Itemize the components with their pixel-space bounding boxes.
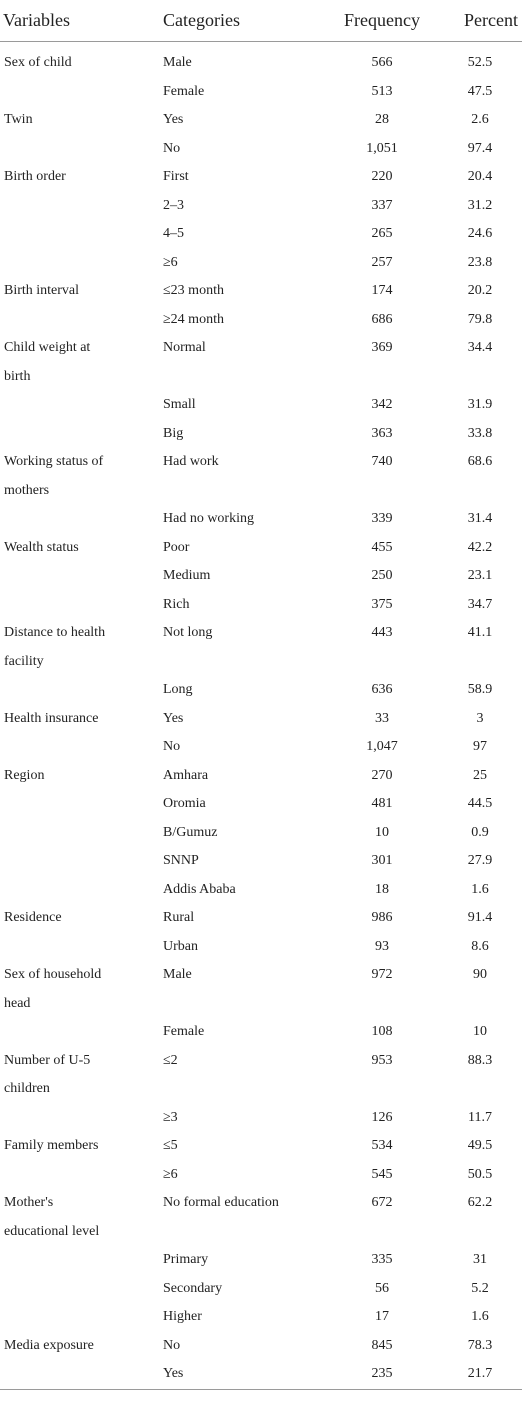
cell-percent: 97 xyxy=(473,739,487,754)
cell-frequency: 250 xyxy=(371,568,393,583)
cell-variable: Birth order xyxy=(4,169,66,184)
cell-frequency: 301 xyxy=(371,853,393,868)
cell-percent: 5.2 xyxy=(471,1280,489,1296)
table-row xyxy=(0,363,522,392)
cell-frequency: 220 xyxy=(371,169,393,184)
cell-category: Primary xyxy=(163,1252,209,1267)
table-row xyxy=(0,306,522,335)
cell-variable xyxy=(0,1161,163,1190)
cell-variable xyxy=(0,1246,163,1275)
cell-frequency: 174 xyxy=(371,283,393,298)
cell-category: ≥3 xyxy=(163,1109,178,1125)
cell-percent: 41.1 xyxy=(467,625,493,640)
header-percent: Percent xyxy=(438,0,522,42)
cell-variable: mothers xyxy=(4,482,50,498)
cell-frequency: 369 xyxy=(371,340,393,355)
cell-frequency xyxy=(326,1075,438,1104)
cell-variable: Birth interval xyxy=(4,283,80,298)
table-row xyxy=(0,1275,522,1304)
cell-category: Male xyxy=(163,967,192,982)
table-row xyxy=(0,1218,522,1247)
cell-variable: birth xyxy=(4,368,31,384)
cell-frequency: 108 xyxy=(371,1024,393,1039)
table-row xyxy=(0,106,522,135)
cell-frequency: 339 xyxy=(371,511,393,526)
cell-category: Medium xyxy=(163,568,211,583)
cell-variable: Mother's xyxy=(4,1195,54,1210)
cell-category: B/Gumuz xyxy=(163,824,218,840)
cell-frequency: 10 xyxy=(375,824,389,840)
cell-frequency xyxy=(326,1218,438,1247)
table-row xyxy=(0,1132,522,1161)
cell-percent: 91.4 xyxy=(467,910,493,925)
table-row xyxy=(0,277,522,306)
cell-percent: 23.1 xyxy=(467,568,493,583)
cell-percent xyxy=(438,477,522,506)
header-variables: Variables xyxy=(0,0,163,42)
table-header xyxy=(0,0,522,42)
table-row xyxy=(0,705,522,734)
cell-frequency: 257 xyxy=(371,254,393,270)
cell-percent xyxy=(438,990,522,1019)
table-row xyxy=(0,49,522,78)
table-row xyxy=(0,933,522,962)
table-row xyxy=(0,1161,522,1190)
cell-frequency: 126 xyxy=(371,1109,393,1125)
cell-frequency: 265 xyxy=(371,226,393,241)
cell-category: No xyxy=(163,1337,181,1353)
cell-variable xyxy=(0,420,163,449)
cell-percent: 31.4 xyxy=(467,511,493,526)
cell-category xyxy=(163,1075,326,1104)
cell-variable xyxy=(0,790,163,819)
table-row xyxy=(0,591,522,620)
cell-percent: 25 xyxy=(473,767,487,783)
cell-percent: 49.5 xyxy=(467,1138,493,1153)
bottom-rule xyxy=(0,1389,522,1390)
table-row xyxy=(0,420,522,449)
cell-category: ≤2 xyxy=(163,1052,178,1068)
cell-frequency: 17 xyxy=(375,1309,389,1324)
table-row xyxy=(0,990,522,1019)
cell-variable: educational level xyxy=(4,1223,100,1239)
table-row xyxy=(0,249,522,278)
table-row xyxy=(0,220,522,249)
cell-frequency: 513 xyxy=(371,83,393,99)
cell-frequency xyxy=(326,990,438,1019)
cell-frequency: 455 xyxy=(371,539,393,555)
cell-percent: 31.2 xyxy=(467,197,493,213)
cell-frequency: 375 xyxy=(371,596,393,612)
cell-frequency: 566 xyxy=(371,55,393,70)
table-row xyxy=(0,562,522,591)
cell-category xyxy=(163,477,326,506)
cell-category: 4–5 xyxy=(163,226,184,241)
cell-category: ≥6 xyxy=(163,254,178,270)
cell-category: ≤5 xyxy=(163,1138,178,1153)
cell-category: Male xyxy=(163,55,192,70)
cell-variable: Family members xyxy=(4,1138,99,1153)
cell-variable: Health insurance xyxy=(4,710,99,726)
cell-percent: 79.8 xyxy=(467,311,493,327)
cell-category: Yes xyxy=(163,1366,184,1381)
cell-percent: 52.5 xyxy=(467,55,493,70)
cell-frequency xyxy=(326,363,438,392)
cell-variable: Twin xyxy=(4,112,33,127)
cell-frequency: 636 xyxy=(371,682,393,697)
table-row xyxy=(0,163,522,192)
cell-variable: Number of U-5 xyxy=(4,1052,91,1068)
table-row xyxy=(0,762,522,791)
cell-percent: 0.9 xyxy=(471,824,489,840)
cell-percent: 23.8 xyxy=(467,254,493,270)
cell-category xyxy=(163,1218,326,1247)
cell-category: Had work xyxy=(163,454,219,469)
cell-frequency: 672 xyxy=(371,1195,393,1210)
cell-percent: 27.9 xyxy=(467,853,493,868)
cell-category: Amhara xyxy=(163,767,209,783)
cell-frequency: 1,051 xyxy=(366,140,398,156)
cell-category: No formal education xyxy=(163,1195,279,1210)
table-row xyxy=(0,391,522,420)
cell-frequency: 28 xyxy=(375,112,389,127)
table-row xyxy=(0,477,522,506)
cell-percent: 50.5 xyxy=(467,1166,493,1182)
header-row xyxy=(0,0,522,42)
cell-frequency: 534 xyxy=(371,1138,393,1153)
cell-variable: Sex of child xyxy=(4,55,72,70)
cell-frequency: 33 xyxy=(375,710,389,726)
cell-category xyxy=(163,990,326,1019)
cell-variable: head xyxy=(4,995,31,1011)
cell-percent: 31.9 xyxy=(467,397,493,412)
cell-percent xyxy=(438,1075,522,1104)
cell-variable xyxy=(0,391,163,420)
cell-percent: 24.6 xyxy=(467,226,493,241)
cell-variable xyxy=(0,306,163,335)
cell-percent: 97.4 xyxy=(467,140,493,156)
table-row xyxy=(0,733,522,762)
table-row xyxy=(0,1104,522,1133)
cell-variable xyxy=(0,933,163,962)
cell-frequency: 986 xyxy=(371,910,393,925)
cell-category: Normal xyxy=(163,340,206,355)
cell-variable: Child weight at xyxy=(4,340,91,355)
cell-category: No xyxy=(163,140,181,156)
header-frequency: Frequency xyxy=(326,0,438,42)
cell-category: No xyxy=(163,739,181,754)
cell-percent: 90 xyxy=(473,967,487,982)
header-categories: Categories xyxy=(163,0,326,42)
table-row xyxy=(0,790,522,819)
cell-percent: 62.2 xyxy=(467,1195,493,1210)
cell-category: Long xyxy=(163,682,193,697)
cell-category: First xyxy=(163,169,189,184)
table-row xyxy=(0,1189,522,1218)
cell-percent: 1.6 xyxy=(471,881,489,897)
cell-variable: Distance to health xyxy=(4,625,106,640)
table-row xyxy=(0,904,522,933)
cell-percent: 3 xyxy=(476,710,484,726)
cell-variable xyxy=(0,676,163,705)
cell-percent: 20.4 xyxy=(467,169,493,184)
cell-variable xyxy=(0,733,163,762)
cell-category: ≤23 month xyxy=(163,283,224,298)
cell-variable: Region xyxy=(4,767,45,783)
cell-variable: Residence xyxy=(4,910,62,925)
cell-percent: 21.7 xyxy=(467,1366,493,1381)
cell-variable xyxy=(0,1360,163,1389)
cell-variable xyxy=(0,192,163,221)
cell-percent: 2.6 xyxy=(471,112,489,127)
table-row xyxy=(0,78,522,107)
cell-frequency: 953 xyxy=(371,1052,393,1068)
table-row xyxy=(0,1303,522,1332)
cell-frequency: 56 xyxy=(375,1280,389,1296)
cell-percent: 78.3 xyxy=(467,1337,493,1353)
cell-percent xyxy=(438,648,522,677)
cell-category: Female xyxy=(163,1024,205,1039)
cell-percent: 34.4 xyxy=(467,340,493,355)
table-row xyxy=(0,1018,522,1047)
cell-category: 2–3 xyxy=(163,197,184,213)
cell-category: Secondary xyxy=(163,1280,223,1296)
cell-frequency: 235 xyxy=(371,1366,393,1381)
cell-category: Urban xyxy=(163,938,198,954)
cell-frequency xyxy=(326,648,438,677)
table-row xyxy=(0,1047,522,1076)
table-row xyxy=(0,192,522,221)
cell-variable xyxy=(0,876,163,905)
cell-percent: 58.9 xyxy=(467,682,493,697)
table-row xyxy=(0,534,522,563)
cell-category: Yes xyxy=(163,710,184,726)
table-row xyxy=(0,334,522,363)
table-row xyxy=(0,1360,522,1389)
cell-variable xyxy=(0,562,163,591)
cell-variable: facility xyxy=(4,653,44,669)
cell-category: Higher xyxy=(163,1309,202,1324)
cell-category: Rural xyxy=(163,910,195,925)
cell-frequency: 335 xyxy=(371,1252,393,1267)
cell-variable xyxy=(0,847,163,876)
cell-percent xyxy=(438,1218,522,1247)
table-row xyxy=(0,961,522,990)
cell-percent: 44.5 xyxy=(467,796,493,811)
cell-frequency: 1,047 xyxy=(366,739,398,754)
cell-frequency: 93 xyxy=(375,938,389,954)
table-row xyxy=(0,619,522,648)
cell-variable xyxy=(0,591,163,620)
cell-category: ≥24 month xyxy=(163,311,224,327)
cell-variable: children xyxy=(4,1081,50,1096)
table-row xyxy=(0,648,522,677)
cell-percent: 88.3 xyxy=(467,1052,493,1068)
cell-frequency: 18 xyxy=(375,881,389,897)
table-row xyxy=(0,847,522,876)
cell-variable: Sex of household xyxy=(4,967,102,982)
cell-percent: 31 xyxy=(473,1252,487,1267)
cell-frequency: 342 xyxy=(371,397,393,412)
table-row xyxy=(0,135,522,164)
table-row xyxy=(0,876,522,905)
cell-frequency: 545 xyxy=(371,1166,393,1182)
cell-category: Had no working xyxy=(163,511,254,526)
cell-category: Rich xyxy=(163,596,190,612)
table-row xyxy=(0,1246,522,1275)
cell-frequency: 270 xyxy=(371,767,393,783)
cell-percent: 42.2 xyxy=(467,539,493,555)
cell-variable xyxy=(0,1104,163,1133)
table-row xyxy=(0,448,522,477)
cell-category: Addis Ababa xyxy=(163,881,236,897)
cell-category xyxy=(163,648,326,677)
table-row xyxy=(0,819,522,848)
cell-category: SNNP xyxy=(163,853,199,868)
spacer-row xyxy=(0,42,522,50)
cell-category: ≥6 xyxy=(163,1166,178,1182)
cell-frequency: 337 xyxy=(371,197,393,213)
cell-category xyxy=(163,363,326,392)
cell-variable xyxy=(0,135,163,164)
cell-variable xyxy=(0,1018,163,1047)
cell-variable xyxy=(0,1303,163,1332)
cell-variable xyxy=(0,220,163,249)
cell-frequency: 686 xyxy=(371,311,393,327)
cell-category: Small xyxy=(163,397,196,412)
table-row xyxy=(0,1332,522,1361)
cell-frequency: 481 xyxy=(371,796,393,811)
cell-category: Yes xyxy=(163,112,184,127)
table-body xyxy=(0,42,522,1389)
cell-variable xyxy=(0,505,163,534)
cell-percent: 33.8 xyxy=(467,425,493,441)
cell-frequency: 443 xyxy=(371,625,393,640)
table-row xyxy=(0,1075,522,1104)
cell-percent: 47.5 xyxy=(467,83,493,99)
cell-frequency: 740 xyxy=(371,454,393,469)
cell-category: Oromia xyxy=(163,796,206,811)
cell-category: Not long xyxy=(163,625,213,640)
cell-percent: 20.2 xyxy=(467,283,493,298)
table-row xyxy=(0,676,522,705)
cell-frequency xyxy=(326,477,438,506)
cell-category: Poor xyxy=(163,539,190,555)
cell-percent: 11.7 xyxy=(468,1109,492,1125)
cell-variable xyxy=(0,1275,163,1304)
cell-category: Big xyxy=(163,425,184,441)
cell-frequency: 363 xyxy=(371,425,393,441)
cell-percent xyxy=(438,363,522,392)
table-row xyxy=(0,505,522,534)
cell-category: Female xyxy=(163,83,205,99)
cell-percent: 10 xyxy=(473,1024,487,1039)
cell-variable xyxy=(0,819,163,848)
cell-frequency: 845 xyxy=(371,1337,393,1353)
cell-variable: Wealth status xyxy=(4,539,79,555)
cell-variable: Media exposure xyxy=(4,1337,94,1353)
cell-variable xyxy=(0,78,163,107)
cell-percent: 1.6 xyxy=(471,1309,489,1324)
cell-variable xyxy=(0,249,163,278)
cell-variable: Working status of xyxy=(4,454,104,469)
cell-percent: 68.6 xyxy=(467,454,493,469)
cell-percent: 34.7 xyxy=(467,596,493,612)
cell-percent: 8.6 xyxy=(471,938,489,954)
cell-frequency: 972 xyxy=(371,967,393,982)
